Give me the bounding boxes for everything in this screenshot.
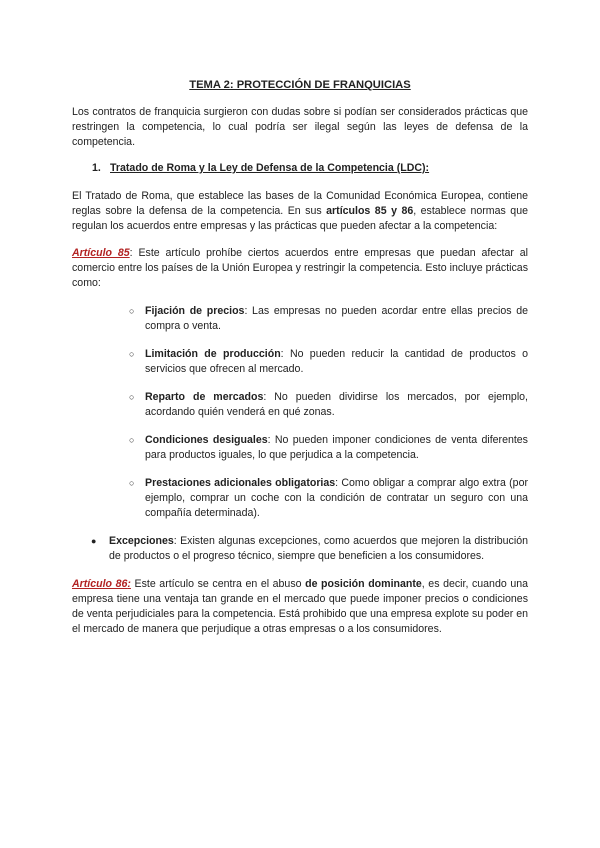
list-item-bold: Limitación de producción [145, 348, 281, 360]
article-86-colon: : [127, 578, 131, 590]
exceptions-bold: Excepciones [109, 535, 174, 547]
section-paragraph-b: , establece normas que regulan los acuerdos entre empresas y las prácticas que pueden afectar a la competencia: [72, 205, 528, 232]
document-page [72, 78, 528, 637]
list-item-text: : No pueden imponer condiciones de venta diferentes para productos iguales, lo que perjudica a la competencia. [145, 434, 528, 461]
article-85-paragraph [72, 246, 528, 291]
page-title: TEMA 2: PROTECCIÓN DE FRANQUICIAS [189, 79, 411, 91]
article-86-text-b: , es decir, cuando una empresa tiene una ventaja tan grande en el mercado que puede imponer precios o condiciones de venta perjudiciales para la competencia. Está prohibido que una empresa explote su poder en el mercado de manera que perjudique a otras empresas o a los consumidores. [72, 578, 529, 635]
list-item-text: : Como obligar a comprar algo extra (por ejemplo, comprar un coche con la condición de contratar un seguro con una compañía determinada). [145, 477, 528, 519]
article-85-list [72, 304, 528, 521]
circle-bullet-icon: ○ [129, 349, 135, 359]
section-heading-text: Tratado de Roma y la Ley de Defensa de la Competencia (LDC): [110, 162, 430, 174]
article-85-label: Artículo 85 [72, 247, 130, 259]
exceptions-text: : Existen algunas excepciones, como acuerdos que mejoren la distribución de productos o el progreso técnico, siempre que beneficien a los consumidores. [109, 535, 528, 562]
article-85-text: : Este artículo prohíbe ciertos acuerdos entre empresas que puedan afectar al comercio entre los países de la Unión Europea y restringir la competencia. Esto incluye prácticas como: [72, 247, 528, 289]
section-paragraph-bold: artículos 85 y 86 [326, 205, 414, 217]
list-item [129, 433, 528, 463]
list-item-text: : No pueden dividirse los mercados, por ejemplo, acordando quién venderá en qué zonas. [145, 391, 529, 418]
list-item [129, 390, 529, 420]
list-item-bold: Condiciones desiguales [145, 434, 268, 446]
list-item [129, 347, 528, 377]
exceptions-item [91, 534, 528, 564]
section-number: 1. [92, 162, 101, 174]
list-item [129, 304, 528, 334]
article-86-text-a: Este artículo se centra en el abuso [130, 578, 306, 590]
circle-bullet-icon: ○ [129, 435, 135, 445]
section-paragraph-a: El Tratado de Roma, que establece las bases de la Comunidad Económica Europea, contiene reglas sobre la defensa de la competencia. En sus [72, 190, 528, 217]
article-86-bold: de posición dominante [305, 578, 422, 590]
exceptions-list [72, 534, 528, 564]
list-item [129, 476, 528, 521]
circle-bullet-icon: ○ [129, 478, 135, 488]
list-item-text: : Las empresas no pueden acordar entre ellas precios de compra o venta. [145, 305, 528, 332]
section-paragraph [72, 189, 528, 234]
article-86-paragraph [72, 577, 528, 637]
circle-bullet-icon: ○ [129, 306, 135, 316]
circle-bullet-icon: ○ [129, 392, 135, 402]
list-item-bold: Fijación de precios [145, 305, 245, 317]
section-heading [92, 161, 528, 176]
disc-bullet-icon: ● [91, 536, 97, 546]
article-86-label: Artículo 86 [72, 578, 128, 590]
list-item-text: : No pueden reducir la cantidad de productos o servicios que ofrecen al mercado. [145, 348, 528, 375]
list-item-bold: Reparto de mercados [145, 391, 264, 403]
intro-paragraph: Los contratos de franquicia surgieron con dudas sobre si podían ser considerados prácticas que restringen la competencia, lo cual podría ser ilegal según las leyes de defensa de la competencia. [72, 106, 528, 148]
list-item-bold: Prestaciones adicionales obligatorias [145, 477, 336, 489]
